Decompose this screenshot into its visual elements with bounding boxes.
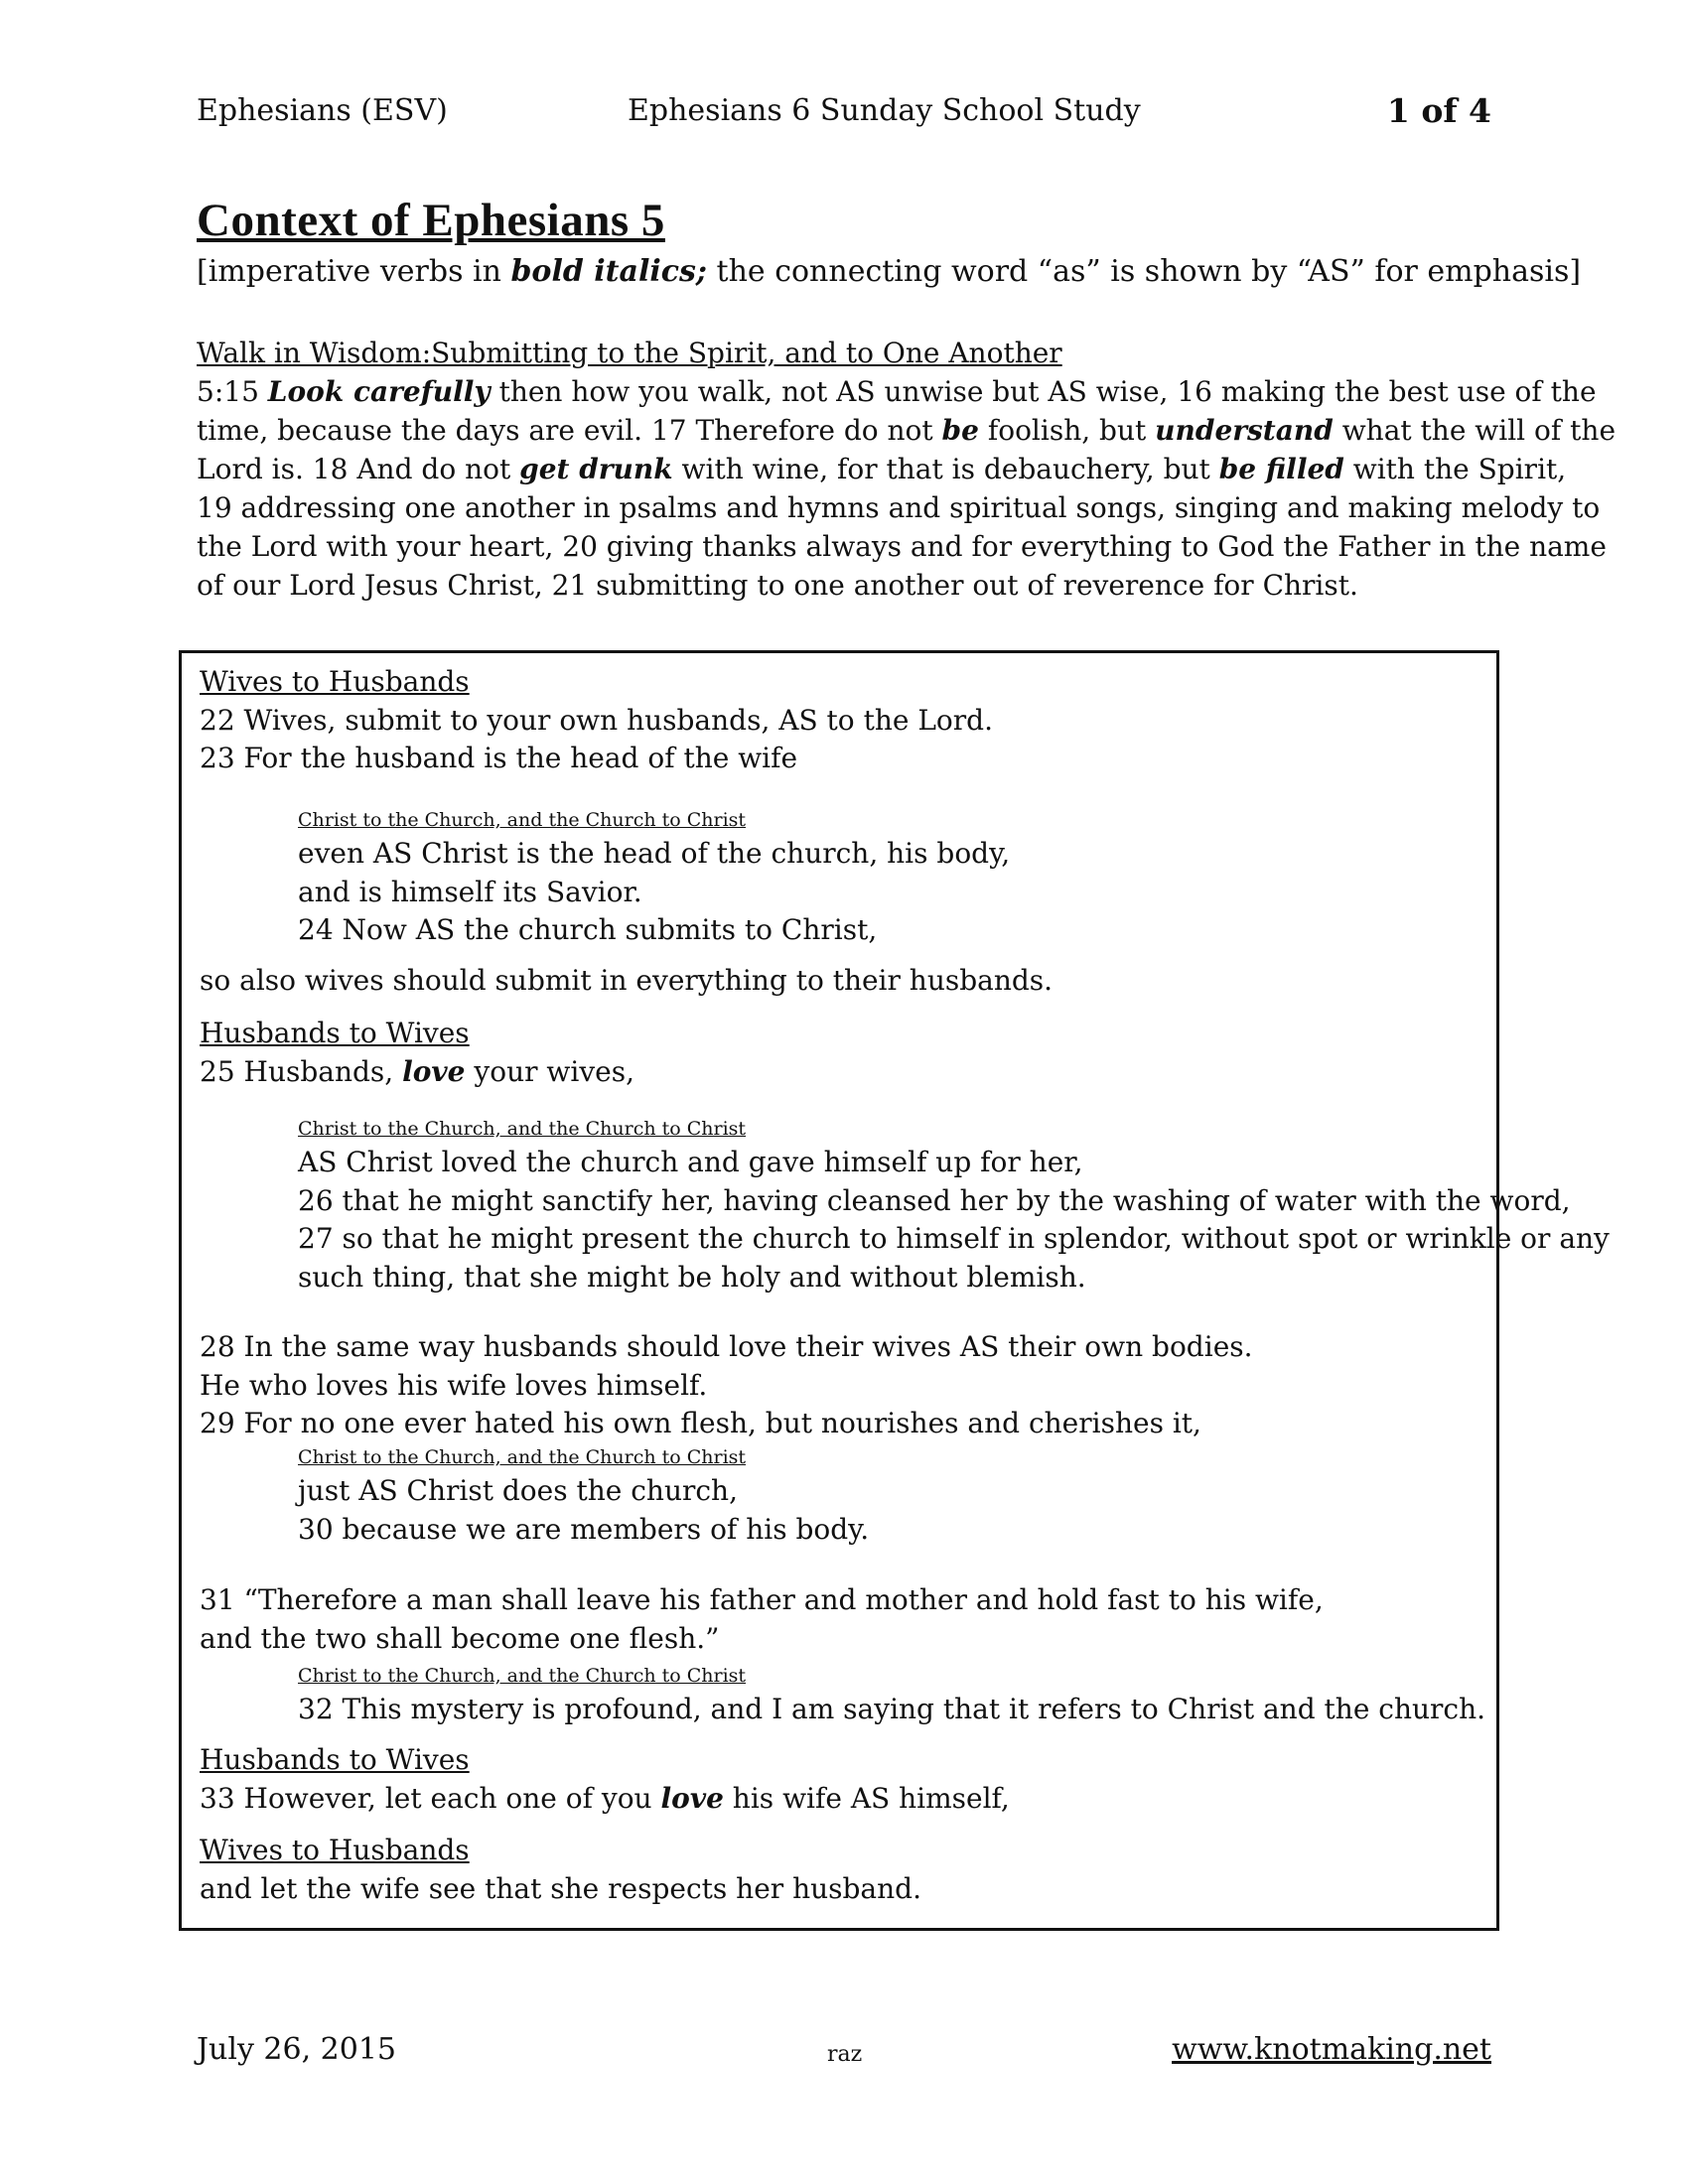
- passage-line: even AS Christ is the head of the church, his body,: [298, 837, 1011, 870]
- wives-to-husbands-block: [200, 1832, 921, 1908]
- legend-bold-italics: bold italics;: [510, 254, 707, 289]
- imperative-verb: Look carefully: [267, 375, 491, 408]
- passage-line: and the two shall become one flesh.”: [200, 1621, 720, 1655]
- passage-line: 19 addressing one another in psalms and hymns and spiritual songs, singing and making melody to: [197, 491, 1601, 524]
- passage-line: 29 For no one ever hated his own flesh, but nourishes and cherishes it,: [200, 1407, 1201, 1439]
- passage-line: 28 In the same way husbands should love their wives AS their own bodies.: [200, 1330, 1253, 1363]
- christ-church-block: [298, 1663, 1485, 1729]
- header-study-title: Ephesians 6 Sunday School Study: [628, 93, 1141, 128]
- section-heading: Wives to Husbands: [200, 1834, 470, 1866]
- intro-passage: [197, 334, 1617, 605]
- passage-box: [179, 650, 1610, 1931]
- passage-line: just AS Christ does the church,: [298, 1474, 738, 1507]
- passage-line: He who loves his wife loves himself.: [200, 1368, 708, 1402]
- passage-line: 25 Husbands, love your wives,: [200, 1054, 634, 1088]
- passage-line: 32 This mystery is profound, and I am saying that it refers to Christ and the church.: [298, 1693, 1486, 1725]
- passage-line: AS Christ loved the church and gave himself up for her,: [298, 1146, 1083, 1178]
- passage-line: 24 Now AS the church submits to Christ,: [298, 913, 878, 946]
- imperative-verb: love: [402, 1054, 466, 1088]
- page-title: Context of Ephesians 5: [197, 195, 665, 246]
- christ-church-block: [298, 1444, 869, 1549]
- passage-line: time, because the days are evil. 17 Therefore do not be foolish, but understand what the will of the: [197, 414, 1617, 447]
- section-heading: Husbands to Wives: [200, 1743, 470, 1776]
- passage-line: 5:15 Look carefully then how you walk, not AS unwise but AS wise, 16 making the best use of the: [197, 375, 1597, 408]
- imperative-verb: be filled: [1218, 453, 1344, 485]
- passage-line: 30 because we are members of his body.: [298, 1512, 870, 1546]
- passage-line: and let the wife see that she respects her husband.: [200, 1871, 921, 1905]
- imperative-verb: get drunk: [519, 453, 673, 485]
- passage-line: 23 For the husband is the head of the wife: [200, 742, 798, 774]
- passage-line: 33 However, let each one of you love his wife AS himself,: [200, 1781, 1010, 1815]
- christ-church-label: Christ to the Church, and the Church to Christ: [298, 1665, 747, 1687]
- formatting-legend: [197, 252, 1581, 292]
- footer-date: July 26, 2015: [197, 2032, 397, 2067]
- christ-church-label: Christ to the Church, and the Church to Christ: [298, 809, 747, 831]
- passage-line: 22 Wives, submit to your own husbands, AS to the Lord.: [200, 703, 993, 737]
- footer-website-link[interactable]: www.knotmaking.net: [1172, 2032, 1491, 2067]
- legend-text-pre: [imperative verbs in: [197, 254, 511, 289]
- passage-line: of our Lord Jesus Christ, 21 submitting to one another out of reverence for Christ.: [197, 569, 1358, 602]
- passage-line: the Lord with your heart, 20 giving thanks always and for everything to God the Father in the name: [197, 530, 1607, 563]
- imperative-verb: love: [660, 1781, 724, 1815]
- passage-line: Lord is. 18 And do not get drunk with wine, for that is debauchery, but be filled with the Spirit,: [197, 453, 1567, 485]
- passage-line: 26 that he might sanctify her, having cleansed her by the washing of water with the word,: [298, 1183, 1571, 1217]
- christ-church-label: Christ to the Church, and the Church to Christ: [298, 1118, 747, 1140]
- passage-line: and is himself its Savior.: [298, 875, 642, 908]
- section-heading: Wives to Husbands: [200, 665, 470, 698]
- footer-author: raz: [827, 2042, 863, 2067]
- section-heading: Walk in Wisdom:Submitting to the Spirit, and to One Another: [197, 337, 1062, 369]
- page-number: 1 of 4: [1386, 91, 1491, 130]
- section-heading: Husbands to Wives: [200, 1017, 470, 1049]
- header-document-name: Ephesians (ESV): [197, 93, 448, 128]
- christ-church-block: [298, 1116, 1610, 1297]
- wives-to-husbands-block: [200, 663, 993, 778]
- passage-line: 27 so that he might present the church to himself in splendor, without spot or wrinkle or any: [298, 1222, 1610, 1255]
- passage-line: 31 “Therefore a man shall leave his father and mother and hold fast to his wife,: [200, 1583, 1324, 1616]
- passage-line: so also wives should submit in everything to their husbands.: [200, 964, 1054, 997]
- imperative-verb: understand: [1155, 414, 1334, 447]
- passage-line: such thing, that she might be holy and without blemish.: [298, 1260, 1086, 1294]
- christ-church-label: Christ to the Church, and the Church to Christ: [298, 1446, 747, 1468]
- imperative-verb: be: [941, 414, 979, 447]
- husbands-to-wives-block: [200, 1741, 1010, 1818]
- legend-text-post: the connecting word “as” is shown by “AS” for emphasis]: [706, 254, 1582, 289]
- husbands-to-wives-block: [200, 1015, 634, 1091]
- christ-church-block: [298, 807, 1010, 950]
- husbands-love-block: [200, 1328, 1253, 1443]
- one-flesh-block: [200, 1581, 1324, 1658]
